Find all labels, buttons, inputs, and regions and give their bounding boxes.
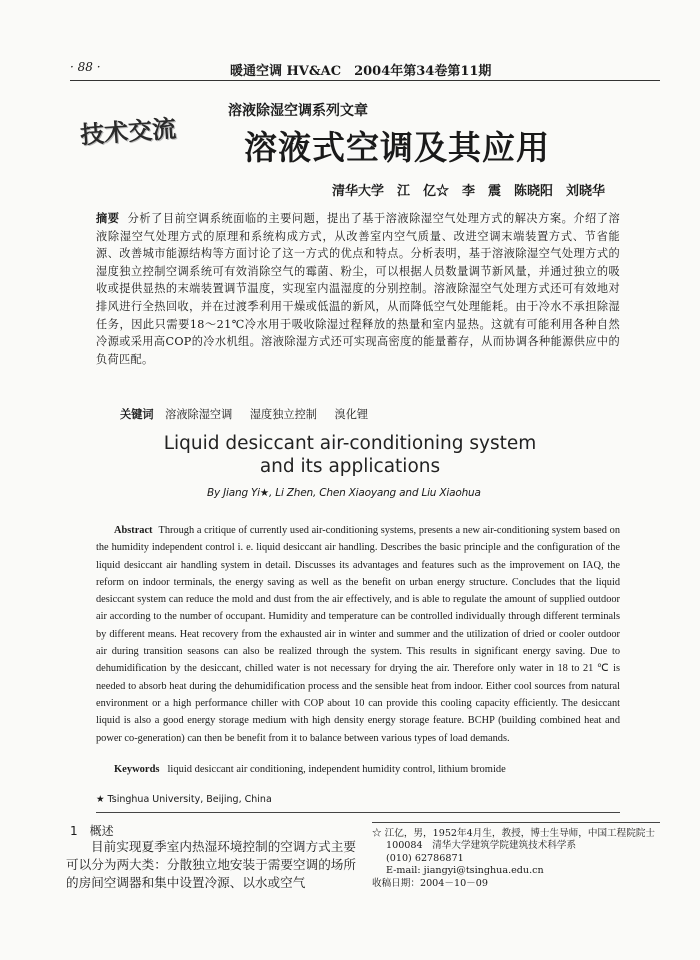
keywords-cn-label: 关键词 [120, 408, 154, 421]
keywords-cn [120, 406, 382, 422]
page-number: · 88 · [70, 60, 101, 74]
footnote-line: 收稿日期：2004－10－09 [372, 877, 488, 889]
article-title-en [80, 432, 620, 478]
abstract-en-label: Abstract [114, 525, 153, 536]
title-en-line: and its applications [259, 456, 441, 477]
abstract-cn-label: 摘要 [96, 212, 120, 225]
affiliation-en: ★ Tsinghua University, Beijing, China [96, 794, 272, 805]
title-en-line: Liquid desiccant air-conditioning system [163, 433, 537, 454]
journal-title: 暖通空调 HV&AC 2004年第34卷第11期 [230, 64, 492, 79]
section-body-text: 目前实现夏季室内热湿环境控制的空调方式主要可以分为两大类：分散独立地安装于需要空调的场所的房间空调器和集中设置冷源、以水或空气 [66, 839, 356, 890]
article-title-cn: 溶液式空调及其应用 [244, 128, 550, 167]
section-body [66, 838, 356, 892]
footnote-line: 100084 清华大学建筑学院建筑技术科学系 [386, 840, 577, 852]
author-footnote [372, 828, 662, 890]
footnote-line: (010) 62786871 [386, 852, 464, 864]
footnote-line: E-mail: jiangyi@tsinghua.edu.cn [386, 865, 544, 877]
footnote-line: ☆ 江亿，男，1952年4月生，教授，博士生导师，中国工程院院士 [372, 828, 656, 839]
abstract-en [96, 522, 620, 747]
abstract-cn [96, 210, 620, 368]
authors-cn: 清华大学 江 亿☆ 李 震 陈晓阳 刘晓华 [332, 184, 606, 199]
column-badge: 技术交流 [79, 114, 178, 150]
keyword-cn: 溶液除湿空调 [165, 408, 233, 421]
footnote-rule [372, 822, 660, 823]
keyword-cn: 湿度独立控制 [249, 408, 317, 421]
keywords-en [114, 764, 506, 775]
section-heading: 1 概述 [70, 824, 114, 838]
abstract-cn-text: 分析了目前空调系统面临的主要问题，提出了基于溶液除湿空气处理方式的解决方案。介绍了溶液除湿空气处理方式的原理和系统构成方式，从改善室内空气质量、改进空调末端装置方式、节省能源、改善城市能源结构等方面讨论了这一方式的优点和特点。分析表明，基于溶液除湿空气处理方式的湿度独立控制空调系统可有效消除空气的霉菌、粉尘，可以根据人员数量调节新风量，并通过独立的吸收或提供显热的末端装置调节温度，实现室内温湿度的分别控制。溶液除湿空气处理方式还可有效地对排风进行全热回收，并在过渡季利用干燥或低温的新风，从而降低空气处理能耗。由于冷水不承担除湿任务，因此只需要18～21℃冷水用于吸收除湿过程释放的热量和室内显热。这就有可能利用各种自然冷源或采用高COP的冷水机组。溶液除湿方式还可实现高密度的能量蓄存，从而协调各种能源供应中的负荷匹配。 [96, 212, 621, 366]
abstract-en-text: Through a critique of currently used air-conditioning systems, presents a new air-conditioning system based on the humidity independent control i. e. liquid desiccant air handling. Describes the basic principle and the configuration of the liquid desiccant air handling system in detail. Discusses its advantages and features such as the improvement on IAQ, the reform on indoor terminals, the energy saving as well as the benefit on urban energy structure. Concludes that the liquid desiccant system can reduce the mold and dust from the air effectively, and is able to regulate the amount of supplied outdoor air according to the number of occupant. Humidity and temperature can be controlled individually through different terminals by different means. Heat recovery from the exhausted air in winter and summer and the utilization of dried or cooler outdoor air during transition seasons can also be realized through the system. This results in significant energy saving. Due to dehumidification by the desiccant, chilled water is not necessary for drying the air. Therefore only water in 18 to 21 ℃ is needed to absorb heat during the dehumidification process and the sensible heat from indoor. Either cool sources from natural environment or a high performance chiller with COP about 10 can provide this cooling capacity efficiently. The desiccant liquid is also a good energy storage medium with high density energy storage feature. BCHP (building combined heat and power co-generation) can then be benefit from it to balance between various types of load demands. [96, 525, 620, 744]
authors-en: By Jiang Yi★, Li Zhen, Chen Xiaoyang and Liu Xiaohua [207, 487, 481, 499]
page-header [70, 60, 660, 81]
keyword-cn: 溴化锂 [334, 408, 369, 421]
keywords-en-text: liquid desiccant air conditioning, independent humidity control, lithium bromide [167, 764, 506, 775]
keywords-en-label: Keywords [114, 764, 160, 775]
divider [96, 812, 620, 813]
series-title: 溶液除湿空调系列文章 [228, 103, 368, 119]
